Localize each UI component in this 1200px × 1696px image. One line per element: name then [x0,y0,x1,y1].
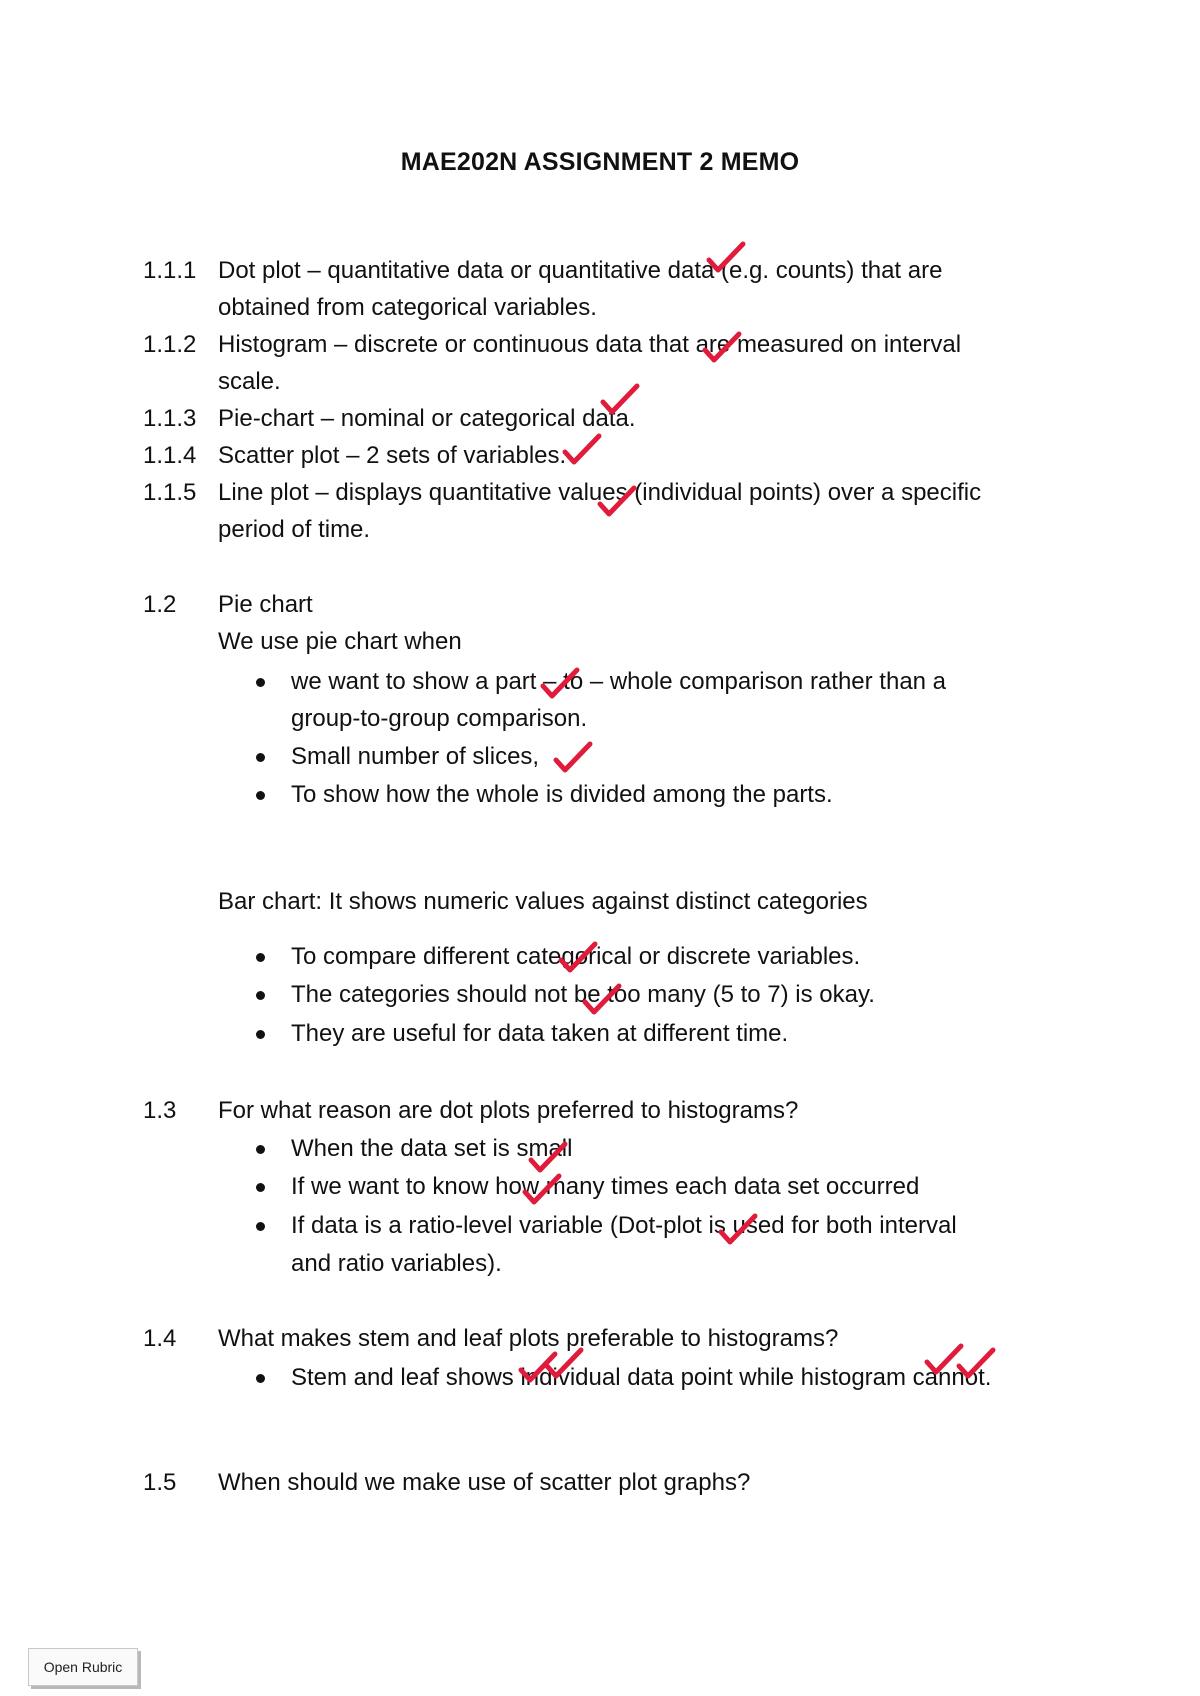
bullet-text: To compare different categorical or discrete variables. [291,943,861,970]
bullet-text: They are useful for data taken at different time. [291,1020,789,1047]
checkmark-icon [956,1346,996,1380]
answer-text: obtained from categorical variables. [218,294,597,321]
answer-text: Line plot – displays quantitative values (individual points) over a specific [218,479,982,506]
bullet-text: If we want to know how many times each data set occurred [291,1173,920,1200]
checkmark-icon [540,666,580,700]
open-rubric-button[interactable]: Open Rubric [28,1648,138,1686]
checkmark-icon [562,432,602,466]
bullet-text: When the data set is small [291,1135,573,1162]
checkmark-icon [582,982,622,1016]
item-number: 1.1.2 [143,331,197,358]
checkmark-icon [528,1140,568,1174]
item-number: 1.1.4 [143,442,197,469]
checkmark-icon [522,1172,562,1206]
bullet-text: Small number of slices, [291,743,540,770]
section-intro: Bar chart: It shows numeric values against distinct categories [218,888,868,915]
section-intro: We use pie chart when [218,628,462,655]
bullet-dot [256,1145,265,1154]
item-number: 1.5 [143,1469,177,1496]
bullet-text: Stem and leaf shows individual data point while histogram cannot. [291,1364,992,1391]
bullet-dot [256,1183,265,1192]
question-text: When should we make use of scatter plot graphs? [218,1469,751,1496]
answer-text: period of time. [218,516,371,543]
bullet-dot [256,1030,265,1039]
answer-text: scale. [218,368,281,395]
checkmark-icon [718,1212,758,1246]
bullet-text: and ratio variables). [291,1250,502,1277]
bullet-text: group-to-group comparison. [291,705,588,732]
question-text: For what reason are dot plots preferred to histograms? [218,1097,799,1124]
item-number: 1.3 [143,1097,177,1124]
question-text: What makes stem and leaf plots preferable to histograms? [218,1325,839,1352]
item-number: 1.1.1 [143,257,197,284]
bullet-dot [256,991,265,1000]
checkmark-icon [600,382,640,416]
bullet-text: If data is a ratio-level variable (Dot-plot is used for both interval [291,1212,957,1239]
bullet-dot [256,1374,265,1383]
section-heading: Pie chart [218,591,313,618]
bullet-dot [256,753,265,762]
checkmark-icon [706,240,746,274]
bullet-text: To show how the whole is divided among the parts. [291,781,833,808]
checkmark-icon [702,330,742,364]
bullet-dot [256,953,265,962]
item-number: 1.1.5 [143,479,197,506]
item-number: 1.4 [143,1325,177,1352]
item-number: 1.1.3 [143,405,197,432]
checkmark-icon [558,940,598,974]
answer-text: Scatter plot – 2 sets of variables. [218,442,567,469]
checkmark-icon [597,484,637,518]
bullet-text: we want to show a part – to – whole comparison rather than a [291,668,947,695]
bullet-dot [256,1222,265,1231]
answer-text: Histogram – discrete or continuous data that are measured on interval [218,331,962,358]
checkmark-icon [553,740,593,774]
checkmark-icon [544,1346,584,1380]
answer-text: Dot plot – quantitative data or quantitative data (e.g. counts) that are [218,257,943,284]
item-number: 1.2 [143,591,177,618]
bullet-text: The categories should not be too many (5 to 7) is okay. [291,981,875,1008]
answer-text: Pie-chart – nominal or categorical data. [218,405,636,432]
bullet-dot [256,678,265,687]
bullet-dot [256,791,265,800]
page-title: MAE202N ASSIGNMENT 2 MEMO [400,148,800,176]
